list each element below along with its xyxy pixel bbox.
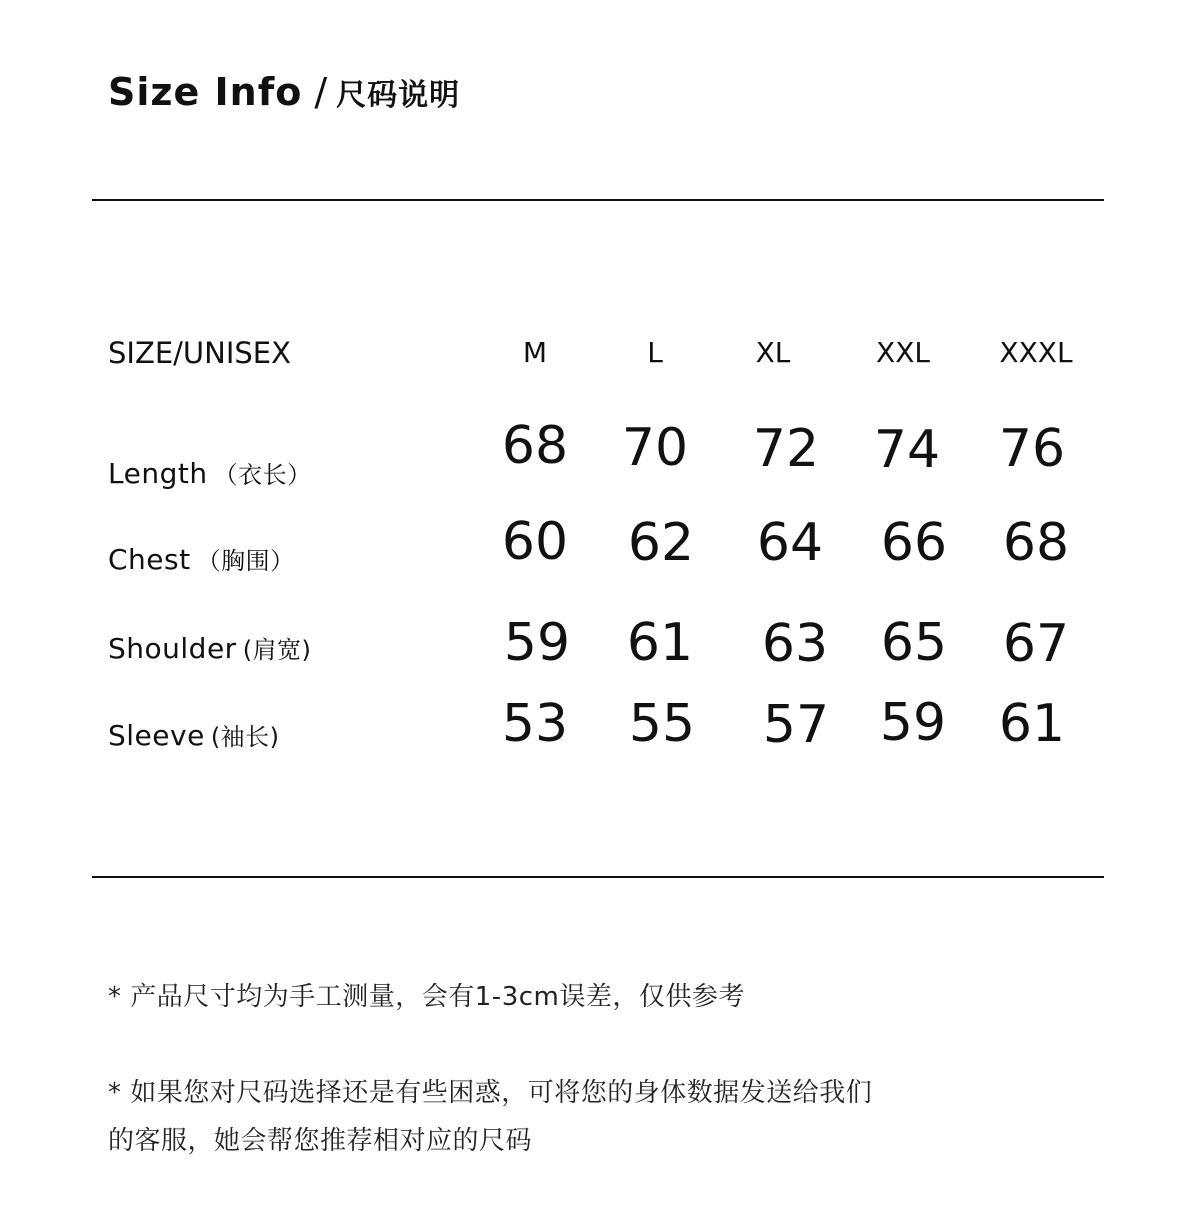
cell-shoulder-xxl: 65 <box>880 613 948 673</box>
cell-shoulder-xxxl: 67 <box>1002 614 1070 674</box>
cell-length-l: 70 <box>621 418 689 478</box>
cell-length-xl: 72 <box>752 419 820 479</box>
row-label-cn: （胸围） <box>196 547 295 575</box>
title-chinese: 尺码说明 <box>336 78 461 113</box>
row-label-length <box>108 455 312 490</box>
cell-sleeve-xxl: 59 <box>879 693 947 753</box>
cell-sleeve-m: 53 <box>501 694 569 754</box>
cell-length-xxxl: 76 <box>998 419 1066 479</box>
column-header-xxxl: XXXL <box>999 336 1073 369</box>
bottom-divider <box>92 876 1104 878</box>
row-label-en: Sleeve <box>108 719 205 752</box>
cell-chest-l: 62 <box>627 513 695 573</box>
row-label-sleeve <box>108 717 280 752</box>
row-label-en: Length <box>108 457 208 490</box>
row-label-cn: (袖长) <box>210 723 280 751</box>
corner-label: SIZE/UNISEX <box>108 336 291 370</box>
column-header-xl: XL <box>755 336 791 369</box>
cell-shoulder-l: 61 <box>626 613 694 673</box>
title-separator: / <box>314 70 329 114</box>
cell-chest-xxxl: 68 <box>1002 513 1070 573</box>
cell-length-m: 68 <box>501 416 569 476</box>
title-english: Size Info <box>108 70 303 114</box>
cell-chest-xl: 64 <box>756 513 824 573</box>
column-header-m: M <box>522 336 548 369</box>
cell-sleeve-xl: 57 <box>762 695 830 755</box>
cell-chest-xxl: 66 <box>880 513 948 573</box>
row-label-chest <box>108 541 295 576</box>
row-label-en: Chest <box>108 543 191 576</box>
cell-length-xxl: 74 <box>873 420 941 480</box>
row-label-cn: (肩宽) <box>242 636 312 664</box>
cell-sleeve-xxxl: 61 <box>998 694 1066 754</box>
cell-shoulder-m: 59 <box>503 613 571 673</box>
cell-chest-m: 60 <box>501 512 569 572</box>
column-header-xxl: XXL <box>876 336 930 369</box>
column-header-l: L <box>647 336 663 369</box>
row-label-shoulder <box>108 630 311 665</box>
row-label-en: Shoulder <box>108 632 237 665</box>
cell-shoulder-xl: 63 <box>761 614 829 674</box>
note-sizing-help-line2: 的客服，她会帮您推荐相对应的尺码 <box>108 1126 533 1156</box>
row-label-cn: （衣长） <box>213 461 312 489</box>
note-measurement: * 产品尺寸均为手工测量，会有1-3cm误差，仅供参考 <box>108 982 745 1012</box>
cell-sleeve-l: 55 <box>628 694 696 754</box>
note-sizing-help-line1: * 如果您对尺码选择还是有些困惑，可将您的身体数据发送给我们 <box>108 1078 873 1108</box>
